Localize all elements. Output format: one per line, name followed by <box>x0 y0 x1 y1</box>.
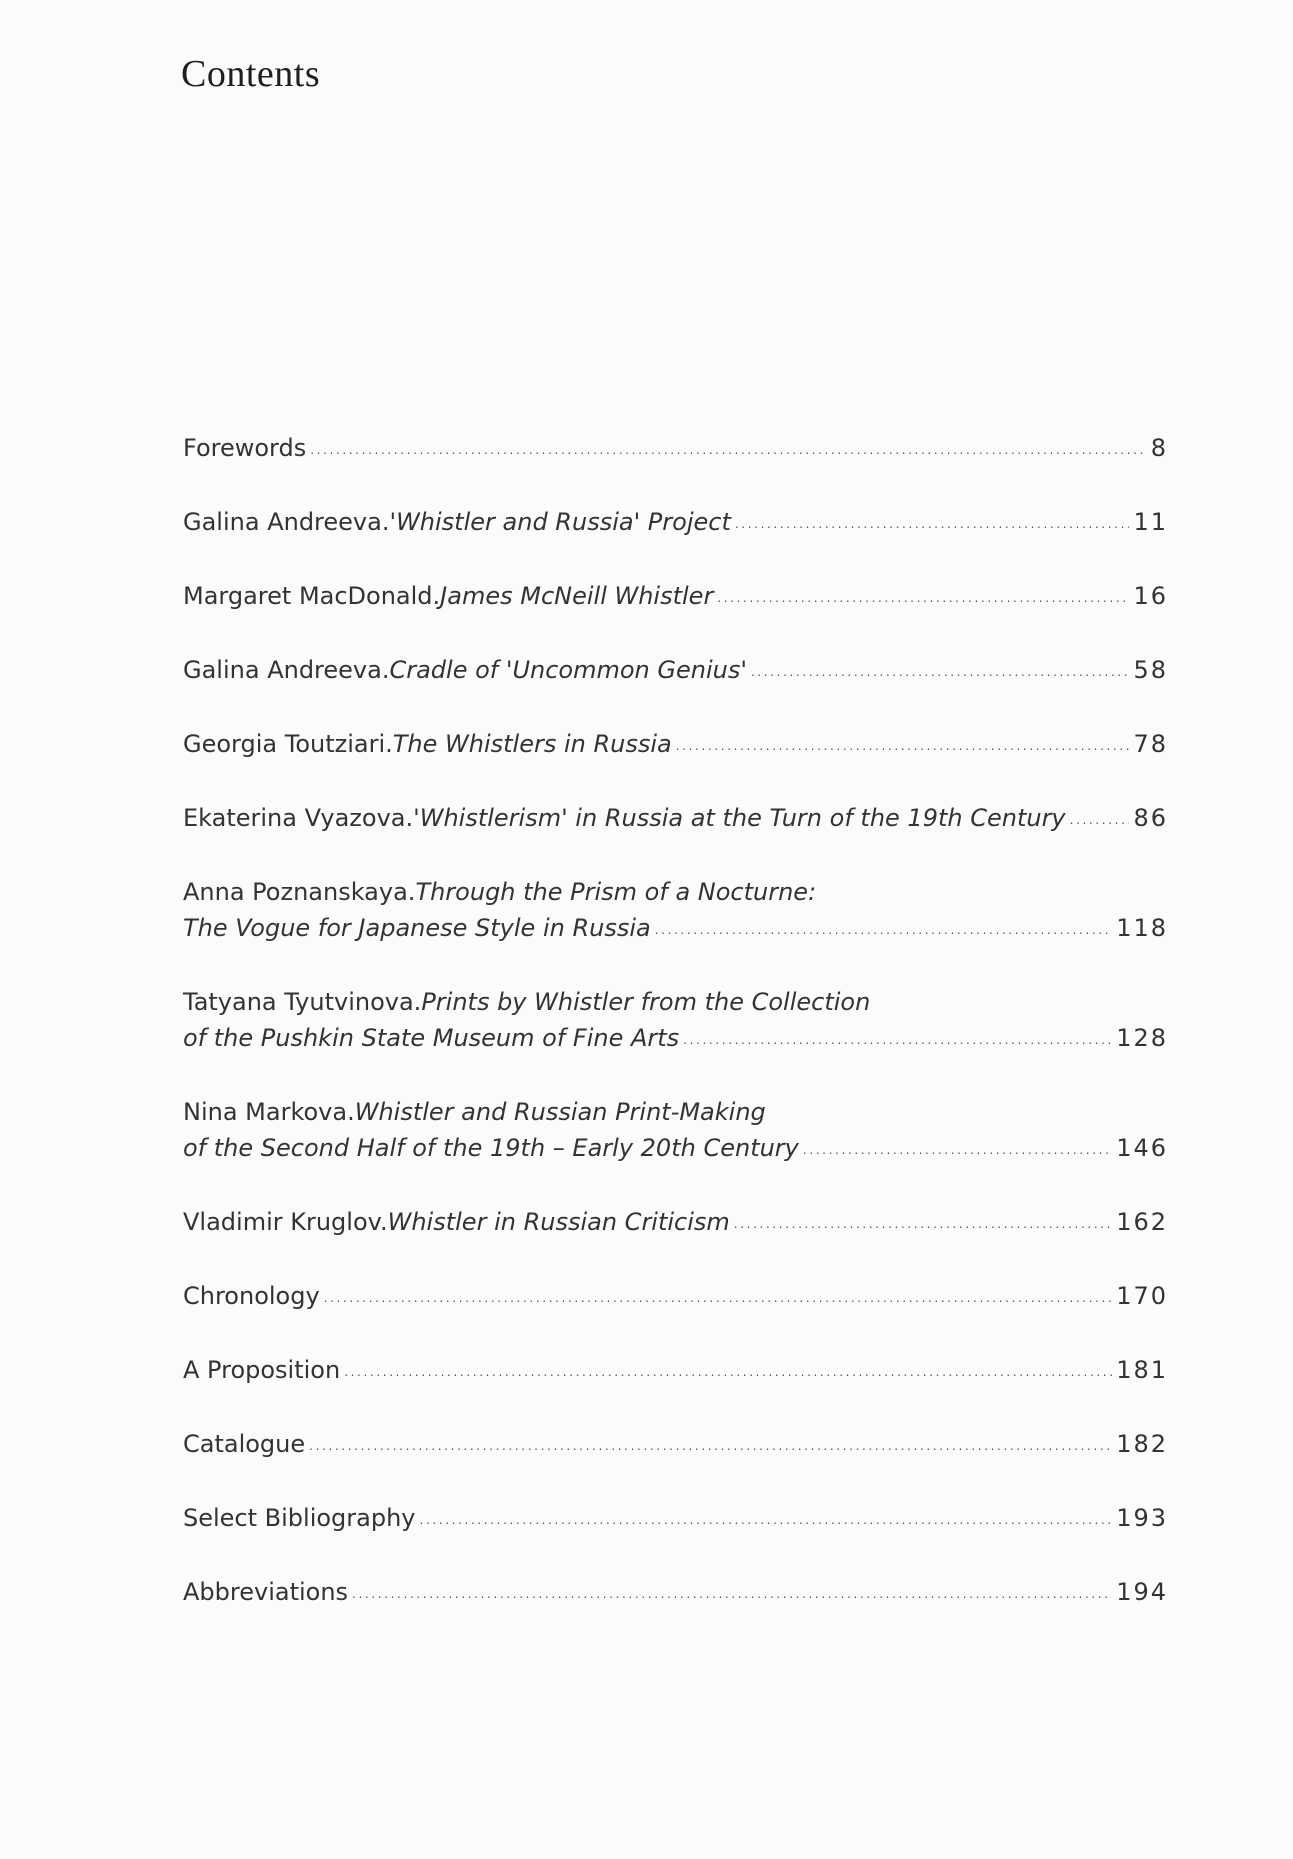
toc-entry-author: Nina Markova. <box>183 1098 355 1126</box>
table-of-contents <box>183 430 1168 1648</box>
toc-entry-label: Select Bibliography <box>183 1504 416 1532</box>
toc-entry-prints-by-whistler[interactable] <box>183 984 1168 1056</box>
dot-leader <box>734 1202 1112 1242</box>
toc-page-number: 194 <box>1116 1578 1168 1606</box>
toc-entry-title: Through the Prism of a Nocturne: <box>415 878 817 906</box>
dot-leader <box>683 1018 1112 1058</box>
page-title: Contents <box>181 53 321 95</box>
toc-line <box>183 1500 1168 1536</box>
dot-leader <box>352 1572 1112 1612</box>
toc-entry-title: Whistler in Russian Criticism <box>387 1208 730 1236</box>
toc-entry-title-continued: of the Second Half of the 19th – Early 20th Century <box>183 1134 799 1162</box>
toc-entry-select-bibliography[interactable] <box>183 1500 1168 1536</box>
dot-leader <box>676 724 1130 764</box>
toc-entry-author: Tatyana Tyutvinova. <box>183 988 422 1016</box>
toc-line <box>183 984 1168 1020</box>
dot-leader <box>735 502 1130 542</box>
toc-page-number: 146 <box>1116 1134 1168 1162</box>
toc-page-number: 78 <box>1133 730 1168 758</box>
toc-page-number: 170 <box>1116 1282 1168 1310</box>
toc-entry-author: Georgia Toutziari. <box>183 730 393 758</box>
toc-entry-title: James McNeill Whistler <box>440 582 714 610</box>
toc-entry-label: Catalogue <box>183 1430 306 1458</box>
toc-entry-title: 'Whistler and Russia' Project <box>389 508 731 536</box>
toc-entry-author: Ekaterina Vyazova. <box>183 804 414 832</box>
toc-entry-title: The Whistlers in Russia <box>392 730 672 758</box>
dot-leader <box>1070 798 1130 838</box>
toc-entry-whistlerism-in-russia[interactable] <box>183 800 1168 836</box>
toc-line <box>183 1574 1168 1610</box>
toc-entry-author: Margaret MacDonald. <box>183 582 441 610</box>
dot-leader <box>344 1350 1112 1390</box>
dot-leader <box>324 1276 1113 1316</box>
toc-page-number: 11 <box>1133 508 1168 536</box>
toc-entry-label: Forewords <box>183 434 307 462</box>
toc-line <box>183 1130 1168 1166</box>
toc-page-number: 58 <box>1133 656 1168 684</box>
toc-entry-title-continued: The Vogue for Japanese Style in Russia <box>183 914 651 942</box>
toc-line <box>183 1020 1168 1056</box>
toc-page-number: 181 <box>1116 1356 1168 1384</box>
toc-line <box>183 1204 1168 1240</box>
toc-entry-title-continued: of the Pushkin State Museum of Fine Arts <box>183 1024 680 1052</box>
toc-entry-forewords[interactable] <box>183 430 1168 466</box>
toc-line <box>183 800 1168 836</box>
toc-entry-author: Vladimir Kruglov. <box>183 1208 388 1236</box>
dot-leader <box>751 650 1130 690</box>
dot-leader <box>655 908 1112 948</box>
toc-line <box>183 726 1168 762</box>
dot-leader <box>803 1128 1112 1168</box>
toc-entry-title: Whistler and Russian Print-Making <box>354 1098 766 1126</box>
toc-line <box>183 430 1168 466</box>
toc-entry-label: A Proposition <box>183 1356 341 1384</box>
toc-page-number: 118 <box>1116 914 1168 942</box>
toc-page-number: 128 <box>1116 1024 1168 1052</box>
toc-entry-cradle-of-uncommon-genius[interactable] <box>183 652 1168 688</box>
toc-entry-label: Chronology <box>183 1282 320 1310</box>
toc-line <box>183 910 1168 946</box>
toc-entry-title: Cradle of 'Uncommon Genius' <box>389 656 747 684</box>
toc-line <box>183 1278 1168 1314</box>
toc-line <box>183 504 1168 540</box>
toc-line <box>183 1352 1168 1388</box>
toc-line <box>183 874 1168 910</box>
toc-entry-chronology[interactable] <box>183 1278 1168 1314</box>
toc-page-number: 193 <box>1116 1504 1168 1532</box>
dot-leader <box>310 428 1146 468</box>
toc-entry-whistler-and-russian-print-making[interactable] <box>183 1094 1168 1166</box>
toc-entry-james-mcneill-whistler[interactable] <box>183 578 1168 614</box>
toc-entry-catalogue[interactable] <box>183 1426 1168 1462</box>
toc-page-number: 16 <box>1133 582 1168 610</box>
dot-leader <box>309 1424 1112 1464</box>
toc-line <box>183 578 1168 614</box>
toc-entry-title: 'Whistlerism' in Russia at the Turn of the 19th Century <box>413 804 1066 832</box>
toc-entry-title: Prints by Whistler from the Collection <box>421 988 871 1016</box>
toc-entry-author: Anna Poznanskaya. <box>183 878 416 906</box>
toc-entry-author: Galina Andreeva. <box>183 508 390 536</box>
toc-entry-label: Abbreviations <box>183 1578 349 1606</box>
toc-entry-author: Galina Andreeva. <box>183 656 390 684</box>
toc-entry-abbreviations[interactable] <box>183 1574 1168 1610</box>
toc-page-number: 86 <box>1133 804 1168 832</box>
toc-line <box>183 652 1168 688</box>
toc-line <box>183 1426 1168 1462</box>
toc-entry-whistler-in-russian-criticism[interactable] <box>183 1204 1168 1240</box>
toc-entry-whistler-and-russia-project[interactable] <box>183 504 1168 540</box>
toc-page-number: 182 <box>1116 1430 1168 1458</box>
toc-entry-the-whistlers-in-russia[interactable] <box>183 726 1168 762</box>
toc-page-number: 162 <box>1116 1208 1168 1236</box>
toc-page-number: 8 <box>1150 434 1168 462</box>
dot-leader <box>717 576 1129 616</box>
toc-line <box>183 1094 1168 1130</box>
toc-entry-through-the-prism-of-a-nocturne[interactable] <box>183 874 1168 946</box>
dot-leader <box>420 1498 1113 1538</box>
toc-entry-a-proposition[interactable] <box>183 1352 1168 1388</box>
